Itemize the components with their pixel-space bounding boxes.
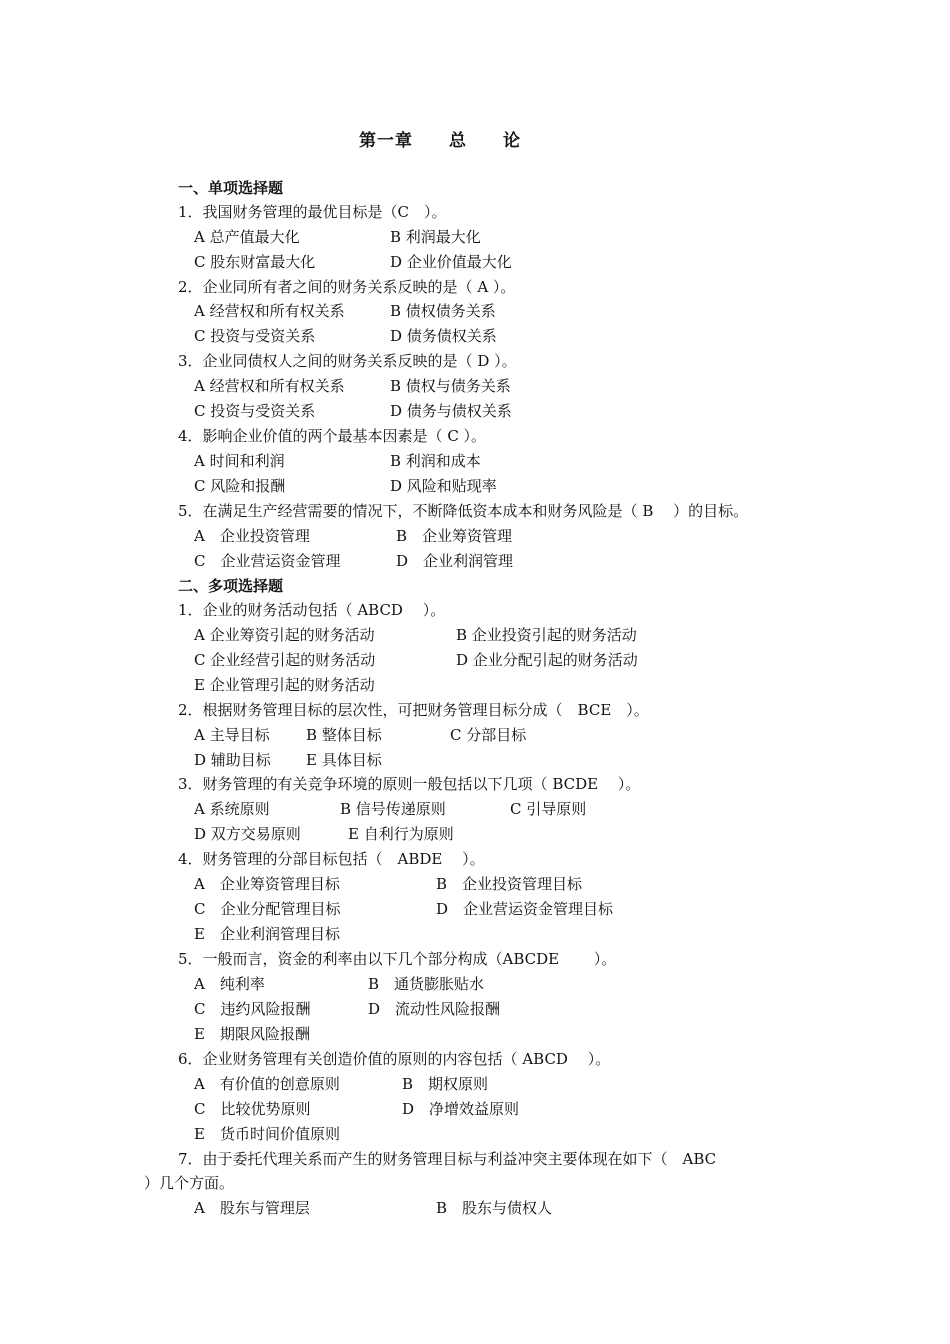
option-a: A 企业筹资引起的财务活动	[194, 626, 375, 644]
option-e: E 期限风险报酬	[194, 1025, 310, 1043]
option-c: C 企业营运资金管理	[194, 552, 341, 570]
option-d: D 企业营运资金管理目标	[436, 900, 614, 918]
option-d: D 风险和贴现率	[390, 477, 497, 495]
option-a: A 时间和利润	[194, 452, 285, 470]
option-b: B 企业投资管理目标	[436, 875, 583, 893]
option-c: C 分部目标	[450, 726, 527, 744]
question-stem: 3．财务管理的有关竞争环境的原则一般包括以下几项（ BCDE ）。	[178, 775, 641, 793]
option-a: A 系统原则	[194, 800, 270, 818]
option-c: C 引导原则	[510, 800, 587, 818]
option-d: D 双方交易原则	[194, 825, 301, 843]
option-a: A 股东与管理层	[194, 1199, 310, 1217]
option-c: C 企业经营引起的财务活动	[194, 651, 376, 669]
option-a: A 企业筹资管理目标	[194, 875, 340, 893]
option-e: E 货币时间价值原则	[194, 1125, 340, 1143]
option-c: C 投资与受资关系	[194, 402, 316, 420]
option-e: E 自利行为原则	[348, 825, 454, 843]
option-a: A 经营权和所有权关系	[194, 302, 345, 320]
question-stem: 2．企业同所有者之间的财务关系反映的是（ A ）。	[178, 278, 516, 296]
question-stem: 7．由于委托代理关系而产生的财务管理目标与利益冲突主要体现在如下（ ABC	[178, 1150, 717, 1168]
question-stem: 2．根据财务管理目标的层次性，可把财务管理目标分成（ BCE ）。	[178, 701, 649, 719]
option-c: C 违约风险报酬	[194, 1000, 311, 1018]
question-stem: 6．企业财务管理有关创造价值的原则的内容包括（ ABCD ）。	[178, 1050, 611, 1068]
question-stem-continued: ）几个方面。	[144, 1174, 235, 1192]
question-stem: 4．影响企业价值的两个最基本因素是（ C ）。	[178, 427, 487, 445]
option-b: B 利润最大化	[390, 228, 481, 246]
option-c: C 企业分配管理目标	[194, 900, 341, 918]
option-a: A 经营权和所有权关系	[194, 377, 345, 395]
question-stem: 3．企业同债权人之间的财务关系反映的是（ D ）。	[178, 352, 517, 370]
option-b: B 利润和成本	[390, 452, 481, 470]
option-b: B 企业投资引起的财务活动	[456, 626, 637, 644]
question-stem: 5．一般而言，资金的利率由以下几个部分构成（ABCDE ）。	[178, 950, 617, 968]
option-d: D 企业分配引起的财务活动	[456, 651, 638, 669]
option-d: D 企业价值最大化	[390, 253, 512, 271]
option-a: A 有价值的创意原则	[194, 1075, 340, 1093]
option-c: C 投资与受资关系	[194, 327, 316, 345]
option-b: B 债权与债务关系	[390, 377, 511, 395]
question-stem: 1．我国财务管理的最优目标是（C ）。	[178, 203, 447, 221]
option-a: A 纯利率	[194, 975, 265, 993]
section-heading-multiple-choice: 二、多项选择题	[178, 577, 284, 595]
option-c: C 比较优势原则	[194, 1100, 311, 1118]
section-heading-single-choice: 一、单项选择题	[178, 179, 284, 197]
option-b: B 企业筹资管理	[396, 527, 513, 545]
option-b: B 股东与债权人	[436, 1199, 553, 1217]
question-stem: 4．财务管理的分部目标包括（ ABDE ）。	[178, 850, 485, 868]
option-b: B 期权原则	[402, 1075, 489, 1093]
option-a: A 企业投资管理	[194, 527, 310, 545]
option-a: A 主导目标	[194, 726, 270, 744]
option-b: B 整体目标	[306, 726, 382, 744]
option-d: D 债务债权关系	[390, 327, 497, 345]
option-a: A 总产值最大化	[194, 228, 300, 246]
option-c: C 风险和报酬	[194, 477, 286, 495]
option-b: B 信号传递原则	[340, 800, 446, 818]
question-stem: 5．在满足生产经营需要的情况下，不断降低资本成本和财务风险是（ B ）的目标。	[178, 502, 749, 520]
option-e: E 具体目标	[306, 751, 382, 769]
option-d: D 净增效益原则	[402, 1100, 520, 1118]
option-e: E 企业利润管理目标	[194, 925, 340, 943]
option-e: E 企业管理引起的财务活动	[194, 676, 375, 694]
option-c: C 股东财富最大化	[194, 253, 316, 271]
question-stem: 1．企业的财务活动包括（ ABCD ）。	[178, 601, 446, 619]
option-d: D 企业利润管理	[396, 552, 514, 570]
option-b: B 债权债务关系	[390, 302, 496, 320]
option-d: D 辅助目标	[194, 751, 271, 769]
chapter-title: 第一章 总 论	[359, 131, 521, 151]
option-d: D 债务与债权关系	[390, 402, 512, 420]
option-d: D 流动性风险报酬	[368, 1000, 501, 1018]
option-b: B 通货膨胀贴水	[368, 975, 485, 993]
